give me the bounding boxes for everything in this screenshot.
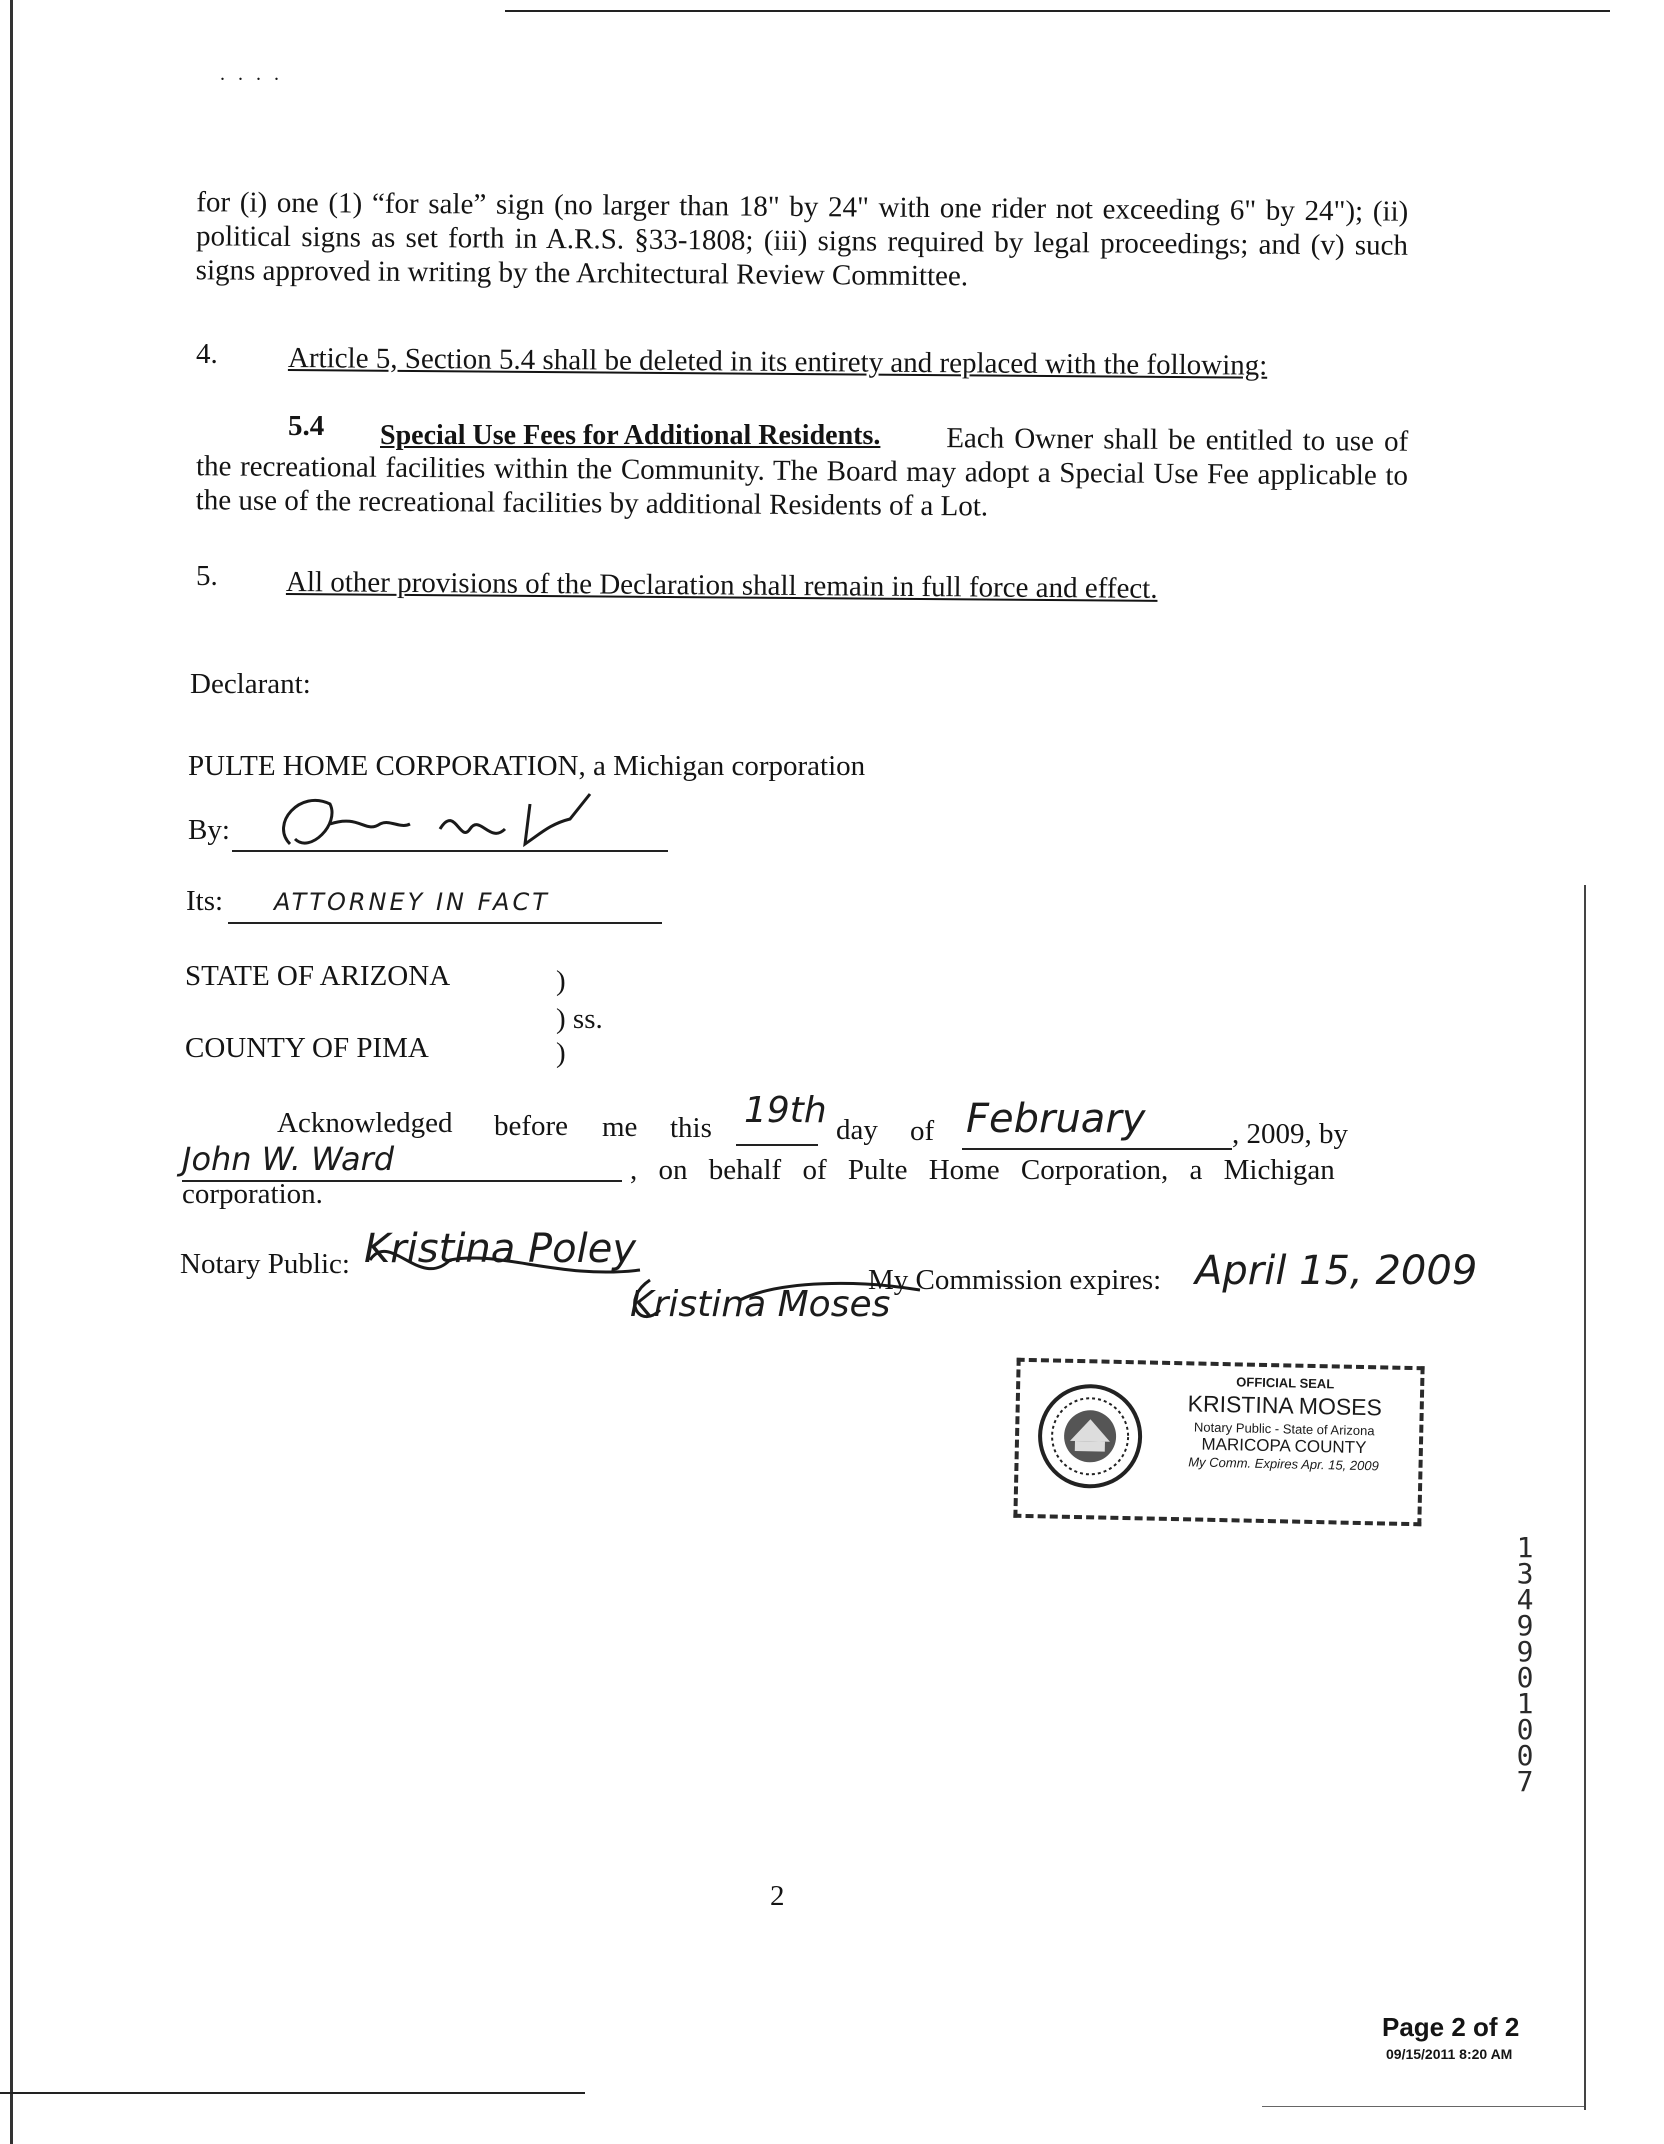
paren-1: ) <box>556 965 566 997</box>
seal-line-1: Notary Public - State of Arizona <box>1193 1419 1375 1439</box>
commission-date: April 15, 2009 <box>1195 1248 1478 1294</box>
signs-paragraph: for (i) one (1) “for sale” sign (no larger than 18" by 24" with one rider not exceeding 6" by 24"); (ii) political signs as set forth in A.R.S. §33-1808; (iii) signs required by legal proceedings; and (v) such signs approved in writing by the Architectural Review Committee. <box>195 186 1409 293</box>
item-4-number: 4. <box>196 338 218 370</box>
ack-behalf: , on behalf of Pulte Home Corporation, a Michigan <box>630 1154 1335 1186</box>
seal-title: OFFICIAL SEAL <box>1236 1374 1335 1392</box>
corporation-name: PULTE HOME CORPORATION, a Michigan corporation <box>188 750 866 782</box>
county-label: COUNTY OF PIMA <box>185 1032 429 1064</box>
its-line <box>228 922 662 924</box>
its-label: Its: <box>186 885 224 917</box>
item-5-number: 5. <box>196 560 218 592</box>
header-marks: . . . . <box>220 63 283 85</box>
bottom-edge-left <box>0 2092 585 2094</box>
scan-edge-left <box>10 0 13 2144</box>
page-number: 2 <box>770 1880 785 1912</box>
ack-month: February <box>966 1096 1146 1142</box>
paren-2: ) <box>556 1037 566 1069</box>
ack-word-6: of <box>910 1115 935 1147</box>
seal-name: KRISTINA MOSES <box>1187 1390 1383 1421</box>
seal-line-2: MARICOPA COUNTY <box>1201 1434 1367 1458</box>
ack-person: John W. Ward <box>182 1140 395 1178</box>
footer-timestamp: 09/15/2011 8:20 AM <box>1386 2046 1513 2062</box>
section-5-4-body: Each Owner shall be entitled to use of the recreational facilities within the Community. The Board may adopt a Special Use Fee applicable to the use of the recreational facilities by additional Residents of a Lot. <box>195 422 1409 523</box>
item-5-text: All other provisions of the Declaration shall remain in full force and effect. <box>285 566 1158 605</box>
notary-signature-2: Kristina Moses <box>630 1284 891 1325</box>
declarant-label: Declarant: <box>190 668 311 700</box>
state-label: STATE OF ARIZONA <box>185 960 451 992</box>
ack-year: , 2009, by <box>1232 1118 1348 1150</box>
seal-text-block <box>1158 1373 1410 1474</box>
ack-word-2: before <box>494 1110 569 1142</box>
scan-edge-right <box>1584 885 1586 2110</box>
ack-word-1: Acknowledged <box>277 1107 453 1139</box>
ack-day: 19th <box>744 1090 827 1131</box>
its-value: ATTORNEY IN FACT <box>274 888 550 916</box>
ack-month-line <box>962 1148 1232 1150</box>
ack-word-3: me <box>602 1111 638 1143</box>
ack-word-5: day <box>836 1114 878 1146</box>
official-seal <box>1013 1358 1424 1527</box>
ack-corp-end: corporation. <box>182 1178 323 1210</box>
section-5-4-heading: Special Use Fees for Additional Residents. <box>380 420 881 451</box>
footer-page: Page 2 of 2 <box>1382 2012 1520 2042</box>
state-seal-icon <box>1034 1380 1146 1492</box>
item-4-text: Article 5, Section 5.4 shall be deleted in its entirety and replaced with the following: <box>287 342 1268 382</box>
seal-line-3: My Comm. Expires Apr. 15, 2009 <box>1188 1454 1379 1474</box>
ack-word-4: this <box>670 1112 712 1144</box>
recording-number: 13499 01007 <box>1516 1531 1551 1798</box>
commission-label: My Commission expires: <box>868 1264 1162 1296</box>
notary-label: Notary Public: <box>180 1248 350 1280</box>
bottom-edge-right <box>1262 2106 1584 2107</box>
ss-label: ) ss. <box>556 1003 603 1035</box>
ack-day-line <box>736 1144 818 1146</box>
section-5-4-number: 5.4 <box>288 410 325 442</box>
scan-edge-top <box>505 10 1610 12</box>
notary-signature-1: Kristina Poley <box>364 1226 636 1272</box>
by-label: By: <box>188 814 230 846</box>
